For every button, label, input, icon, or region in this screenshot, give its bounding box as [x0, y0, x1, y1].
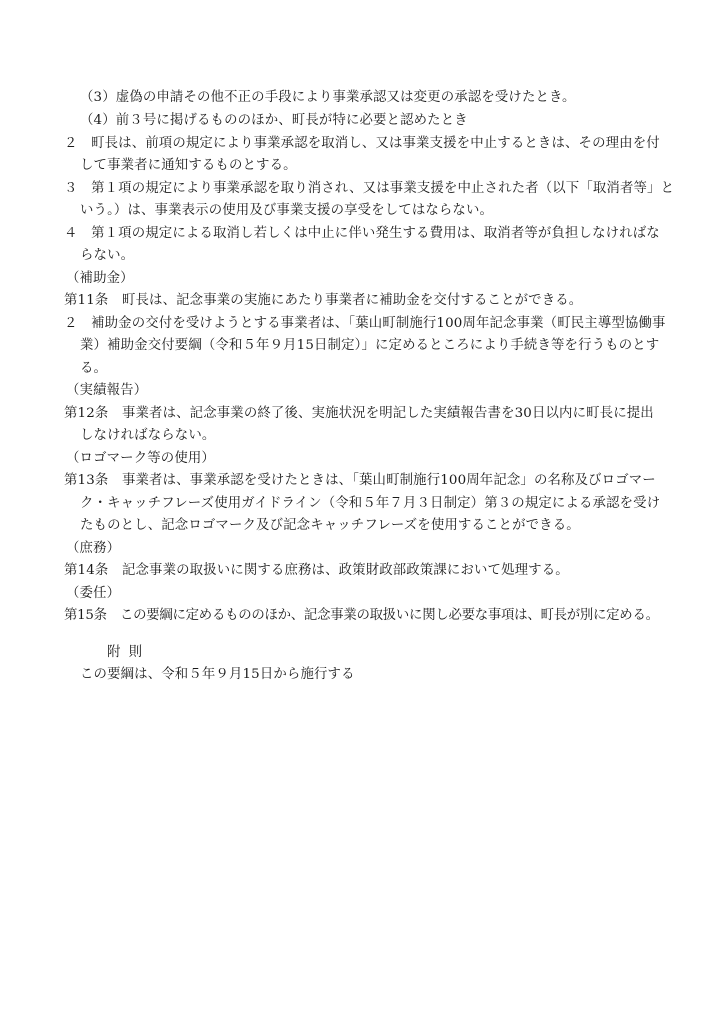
paragraph-3-line-2: いう。）は、事業表示の使用及び事業支援の享受をしてはならない。 — [80, 203, 494, 218]
article-13-line-3: たものとし、記念ロゴマーク及び記念キャッチフレーズを使用することができる。 — [80, 518, 580, 533]
paragraph-3-line-1: ３ 第１項の規定により事業承認を取り消され、又は事業支援を中止された者（以下「取消者等」と — [64, 181, 675, 196]
heading-general-affairs: （庶務） — [66, 541, 121, 556]
article-12-line-1: 第12条 事業者は、記念事業の終了後、実施状況を明記した実績報告書を30日以内に町長に提出 — [64, 406, 654, 421]
article-11-paragraph-2-line-1: ２ 補助金の交付を受けようとする事業者は、「葉山町制施行100周年記念事業（町民主導型協働事 — [64, 316, 666, 331]
article-15: 第15条 この要綱に定めるもののほか、記念事業の取扱いに関し必要な事項は、町長が別に定める。 — [64, 608, 659, 623]
supplementary-provisions-heading: 附 則 — [107, 645, 145, 660]
article-11-paragraph-2-line-3: る。 — [80, 361, 108, 376]
item-3-text: （3）虚偽の申請その他不正の手段により事業承認又は変更の承認を受けたとき。 — [80, 90, 576, 105]
paragraph-4-line-1: ４ 第１項の規定による取消し若しくは中止に伴い発生する費用は、取消者等が負担しなければな — [64, 226, 660, 241]
article-12-line-2: しなければならない。 — [80, 428, 216, 443]
heading-subsidy: （補助金） — [66, 271, 134, 286]
article-13-line-1: 第13条 事業者は、事業承認を受けたときは、「葉山町制施行100周年記念」の名称及びロゴマー — [64, 473, 656, 488]
article-11: 第11条 町長は、記念事業の実施にあたり事業者に補助金を交付することができる。 — [64, 293, 583, 308]
paragraph-2-line-1: ２ 町長は、前項の規定により事業承認を取消し、又は事業支援を中止するときは、その理由を付 — [64, 136, 660, 151]
article-14: 第14条 記念事業の取扱いに関する庶務は、政策財政部政策課において処理する。 — [64, 563, 569, 578]
heading-logo-usage: （ロゴマーク等の使用） — [66, 451, 215, 466]
heading-delegation: （委任） — [66, 586, 121, 601]
paragraph-4-line-2: らない。 — [80, 248, 135, 263]
supplementary-provisions-text: この要綱は、令和５年９月15日から施行する — [80, 667, 355, 682]
heading-performance-report: （実績報告） — [66, 383, 148, 398]
item-4-text: （4）前３号に掲げるもののほか、町長が特に必要と認めたとき — [80, 113, 468, 128]
article-13-line-2: ク・キャッチフレーズ使用ガイドライン（令和５年７月３日制定）第３の規定による承認を受け — [80, 496, 661, 511]
article-11-paragraph-2-line-2: 業）補助金交付要綱（令和５年９月15日制定）」に定めるところにより手続き等を行うものとす — [80, 338, 660, 353]
paragraph-2-line-2: して事業者に通知するものとする。 — [80, 158, 297, 173]
